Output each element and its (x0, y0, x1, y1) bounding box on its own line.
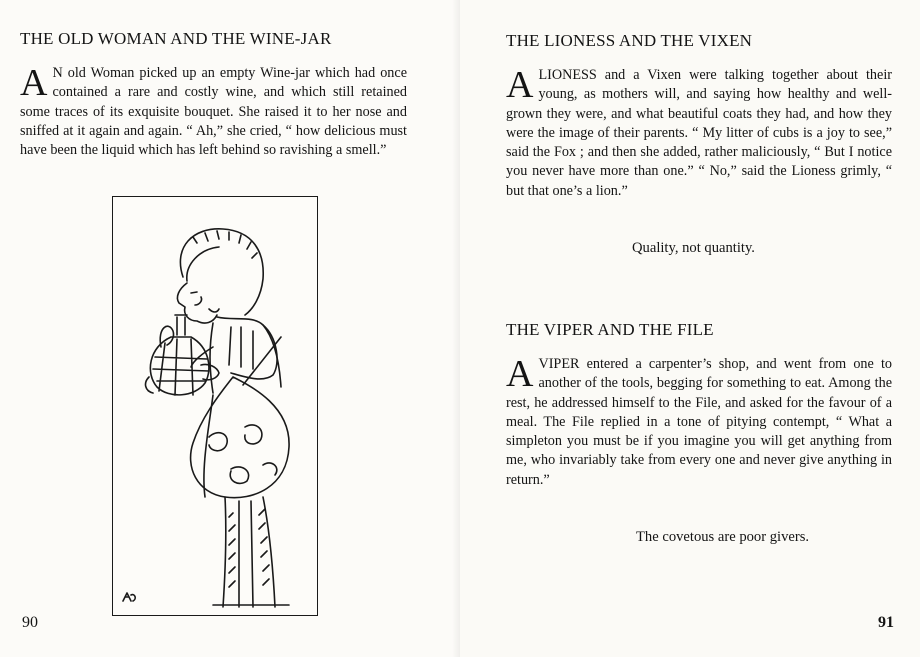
fable-text: VIPER entered a carpenter’s shop, and went from one to another of the tools, begging for something to eat. Among the rest, he addressed himself to the File, and asked for the favour of a meal. The File replied in a tone of pitying contempt, “ What a simpleton you must be if you imagine you will get anything from me, who invariably take from every one and never give anything in return.” (506, 356, 892, 488)
fable-body-lioness (506, 66, 892, 201)
dropcap: A (506, 64, 534, 106)
page-number-right: 91 (878, 614, 894, 631)
fable-body-viper (506, 355, 892, 490)
page-number-left: 90 (22, 614, 38, 631)
old-woman-with-wine-jar-icon (113, 197, 316, 614)
fable-text: N old Woman picked up an empty Wine-jar which had once contained a rare and costly wine, and which still retained some traces of its exquisite bouquet. She raised it to her nose and sniffed at it again and again. “ Ah,” she cried, “ how delicious must have been the liquid which has left behind so ravishing a smell.” (20, 65, 407, 159)
dropcap: A (506, 353, 534, 395)
fable-body-old-woman (20, 64, 407, 160)
illustration-frame (112, 196, 318, 616)
fable-title-lioness: THE LIONESS AND THE VIXEN (506, 31, 753, 50)
dropcap: A (20, 62, 48, 104)
fable-title-old-woman: THE OLD WOMAN AND THE WINE-JAR (20, 29, 332, 48)
moral-lioness: Quality, not quantity. (632, 240, 755, 256)
right-page (460, 0, 920, 657)
moral-viper: The covetous are poor givers. (636, 529, 810, 545)
fable-title-viper: THE VIPER AND THE FILE (506, 320, 714, 339)
fable-text: LIONESS and a Vixen were talking together about their young, as mothers will, and saying how healthy and well-grown they were, and what beautiful coats they had, and how they were the image of their parents. “ My litter of cubs is a joy to see,” said the Fox ; and then she added, rather maliciously, “ But I notice you never have more than one.” “ No,” said the Lioness grimly, “ but that one’s a lion.” (506, 67, 892, 199)
